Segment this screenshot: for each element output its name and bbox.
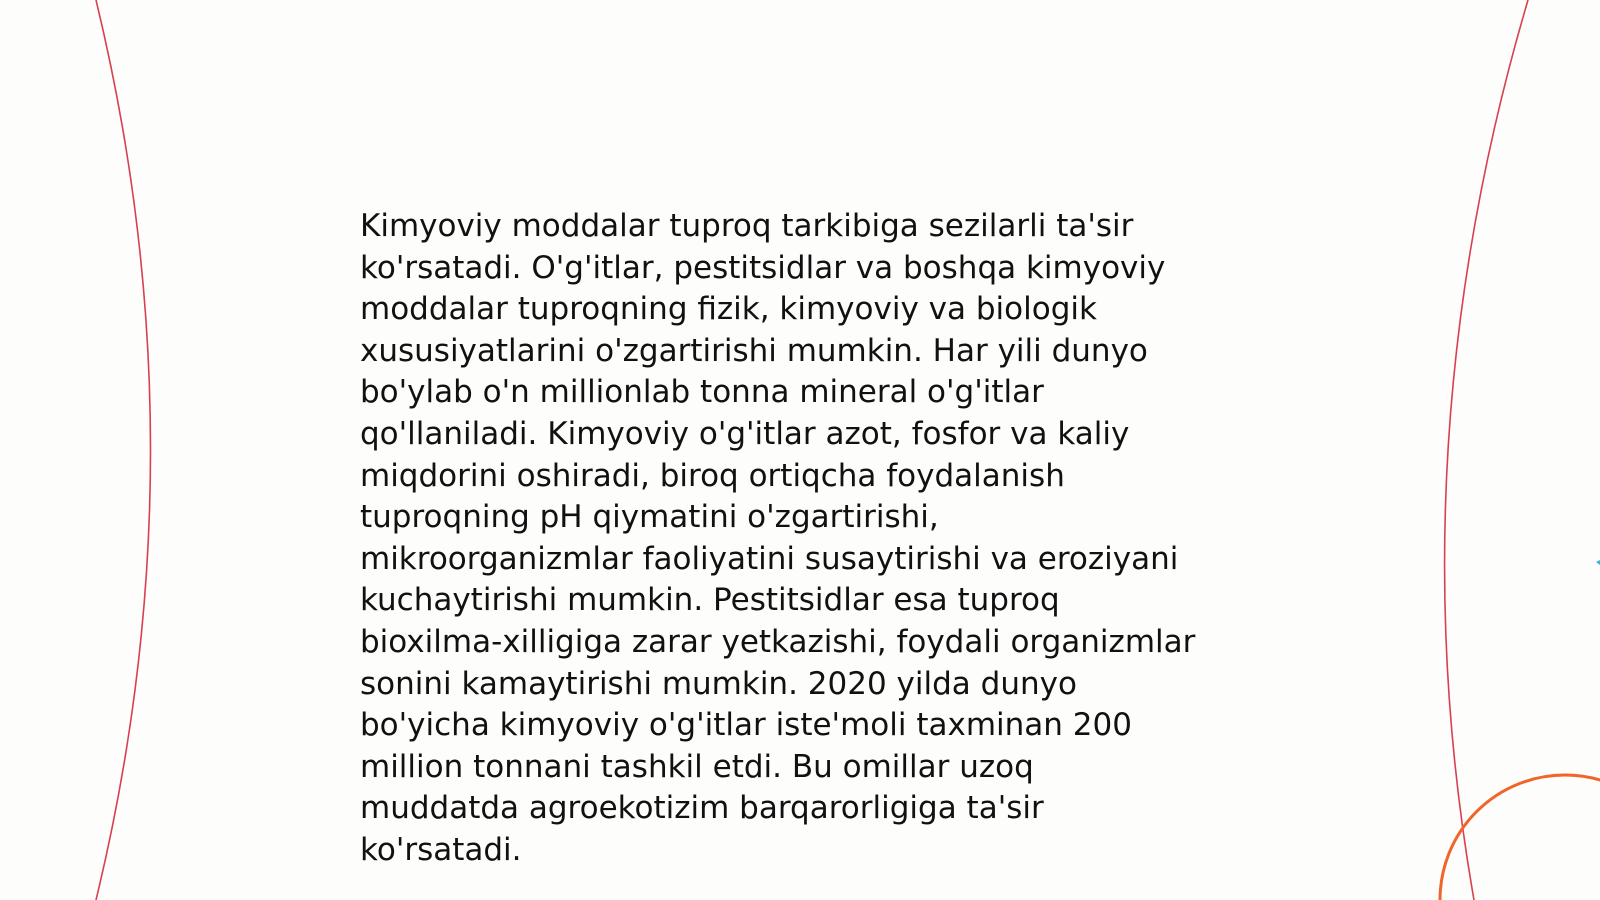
left-arc-line bbox=[96, 0, 151, 900]
right-arc-line bbox=[1445, 0, 1528, 900]
cyan-accent-mark bbox=[1596, 560, 1600, 565]
body-paragraph: Kimyoviy moddalar tuproq tarkibiga sezilarli ta'sir ko'rsatadi. O'g'itlar, pestitsidlar va boshqa kimyoviy moddalar tuproqning fizik, kimyoviy va biologik xususiyatlarini o'zgartirishi mumkin. Har yili dunyo bo'ylab o'n millionlab tonna mineral o'g'itlar qo'llaniladi. Kimyoviy o'g'itlar azot, fosfor va kaliy miqdorini oshiradi, biroq ortiqcha foydalanish tuproqning pH qiymatini o'zgartirishi, mikroorganizmlar faoliyatini susaytirishi va eroziyani kuchaytirishi mumkin. Pestitsidlar esa tuproq bioxilma-xilligiga zarar yetkazishi, foydali organizmlar sonini kamaytirishi mumkin. 2020 yilda dunyo bo'yicha kimyoviy o'g'itlar iste'moli taxminan 200 million tonnani tashkil etdi. Bu omillar uzoq muddatda agroekotizim barqarorligiga ta'sir ko'rsatadi. bbox=[360, 208, 1196, 868]
